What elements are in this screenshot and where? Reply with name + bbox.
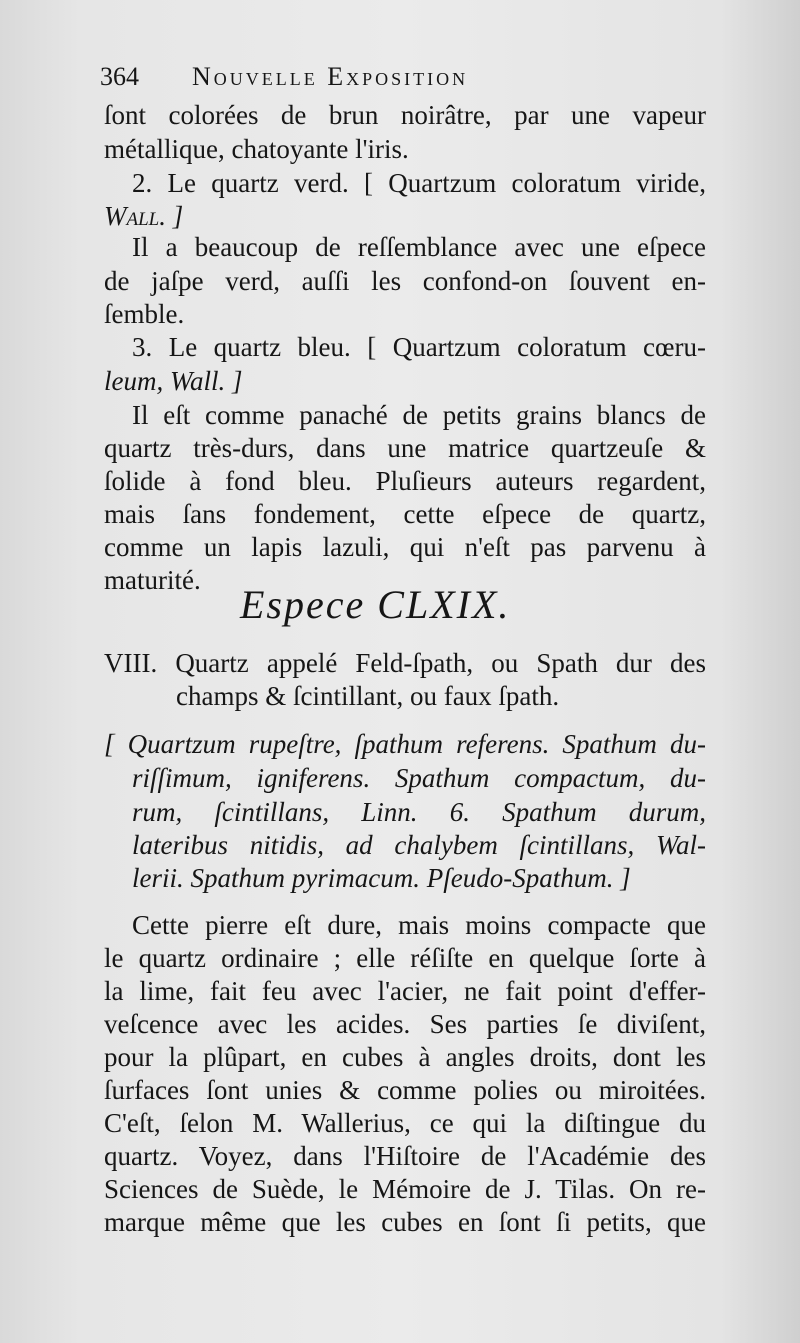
paragraph-line: pour la plûpart, en cubes à angles droits, dont les [104, 1042, 706, 1072]
text-line: maturité. [104, 565, 201, 595]
paragraph-line: la lime, fait feu avec l'acier, ne fait point d'effer- [104, 976, 706, 1006]
text-line: 3. Le quartz bleu. [ Quartzum coloratum cœru- [132, 332, 706, 362]
text-line: 2. Le quartz verd. [ Quartzum coloratum viride, [132, 168, 706, 198]
synonym-line: rum, ſcintillans, Linn. 6. Spathum durum, [132, 797, 706, 827]
paragraph-line: quartz. Voyez, dans l'Hiſtoire de l'Académie des [104, 1141, 706, 1171]
text-line: Il eſt comme panaché de petits grains blancs de [132, 400, 706, 430]
synonym-line: [ Quartzum rupeſtre, ſpathum referens. Spathum du- [104, 729, 706, 759]
paragraph-line: marque même que les cubes en ſont ſi petits, que [104, 1207, 706, 1237]
text-line: mais ſans fondement, cette eſpece de quartz, [104, 499, 706, 529]
paragraph-line: veſcence avec les acides. Ses parties ſe diviſent, [104, 1009, 706, 1039]
text-line: leum, Wall. ] [104, 366, 243, 396]
text-line: Wall. ] [104, 201, 184, 231]
text-line: ſolide à fond bleu. Pluſieurs auteurs regardent, [104, 466, 706, 496]
paragraph-line: le quartz ordinaire ; elle réſiſte en quelque ſorte à [104, 943, 706, 973]
variety-title-line: VIII. Quartz appelé Feld-ſpath, ou Spath dur des [104, 648, 706, 678]
page-number: 364 [100, 62, 139, 91]
text-line: de jaſpe verd, auſſi les confond-on ſouvent en- [104, 266, 706, 296]
text-line: métallique, chatoyante l'iris. [104, 134, 409, 164]
paragraph-line: Sciences de Suède, le Mémoire de J. Tilas. On re- [104, 1174, 706, 1204]
paragraph-line: Cette pierre eſt dure, mais moins compacte que [132, 910, 706, 940]
species-heading: Espece CLXIX. [240, 582, 511, 627]
text-line: comme un lapis lazuli, qui n'eſt pas parvenu à [104, 532, 706, 562]
text-line: ſemble. [104, 299, 185, 329]
synonym-line: lateribus nitidis, ad chalybem ſcintillans, Wal- [132, 830, 706, 860]
text-line: quartz très-durs, dans une matrice quartzeuſe & [104, 433, 706, 463]
paragraph-line: ſurfaces ſont unies & comme polies ou miroitées. [104, 1075, 706, 1105]
text-line: ſont colorées de brun noirâtre, par une vapeur [104, 100, 706, 130]
synonym-line: riſſimum, igniferens. Spathum compactum, du- [132, 763, 706, 793]
paragraph-line: C'eſt, ſelon M. Wallerius, ce qui la diſtingue du [104, 1108, 706, 1138]
synonym-line: lerii. Spathum pyrimacum. Pſeudo-Spathum. ] [132, 863, 631, 893]
variety-title-line: champs & ſcintillant, ou faux ſpath. [176, 681, 560, 711]
running-head-title: Nouvelle Exposition [192, 62, 469, 91]
running-header [100, 60, 600, 94]
text-line: Il a beaucoup de reſſemblance avec une eſpece [132, 232, 706, 262]
